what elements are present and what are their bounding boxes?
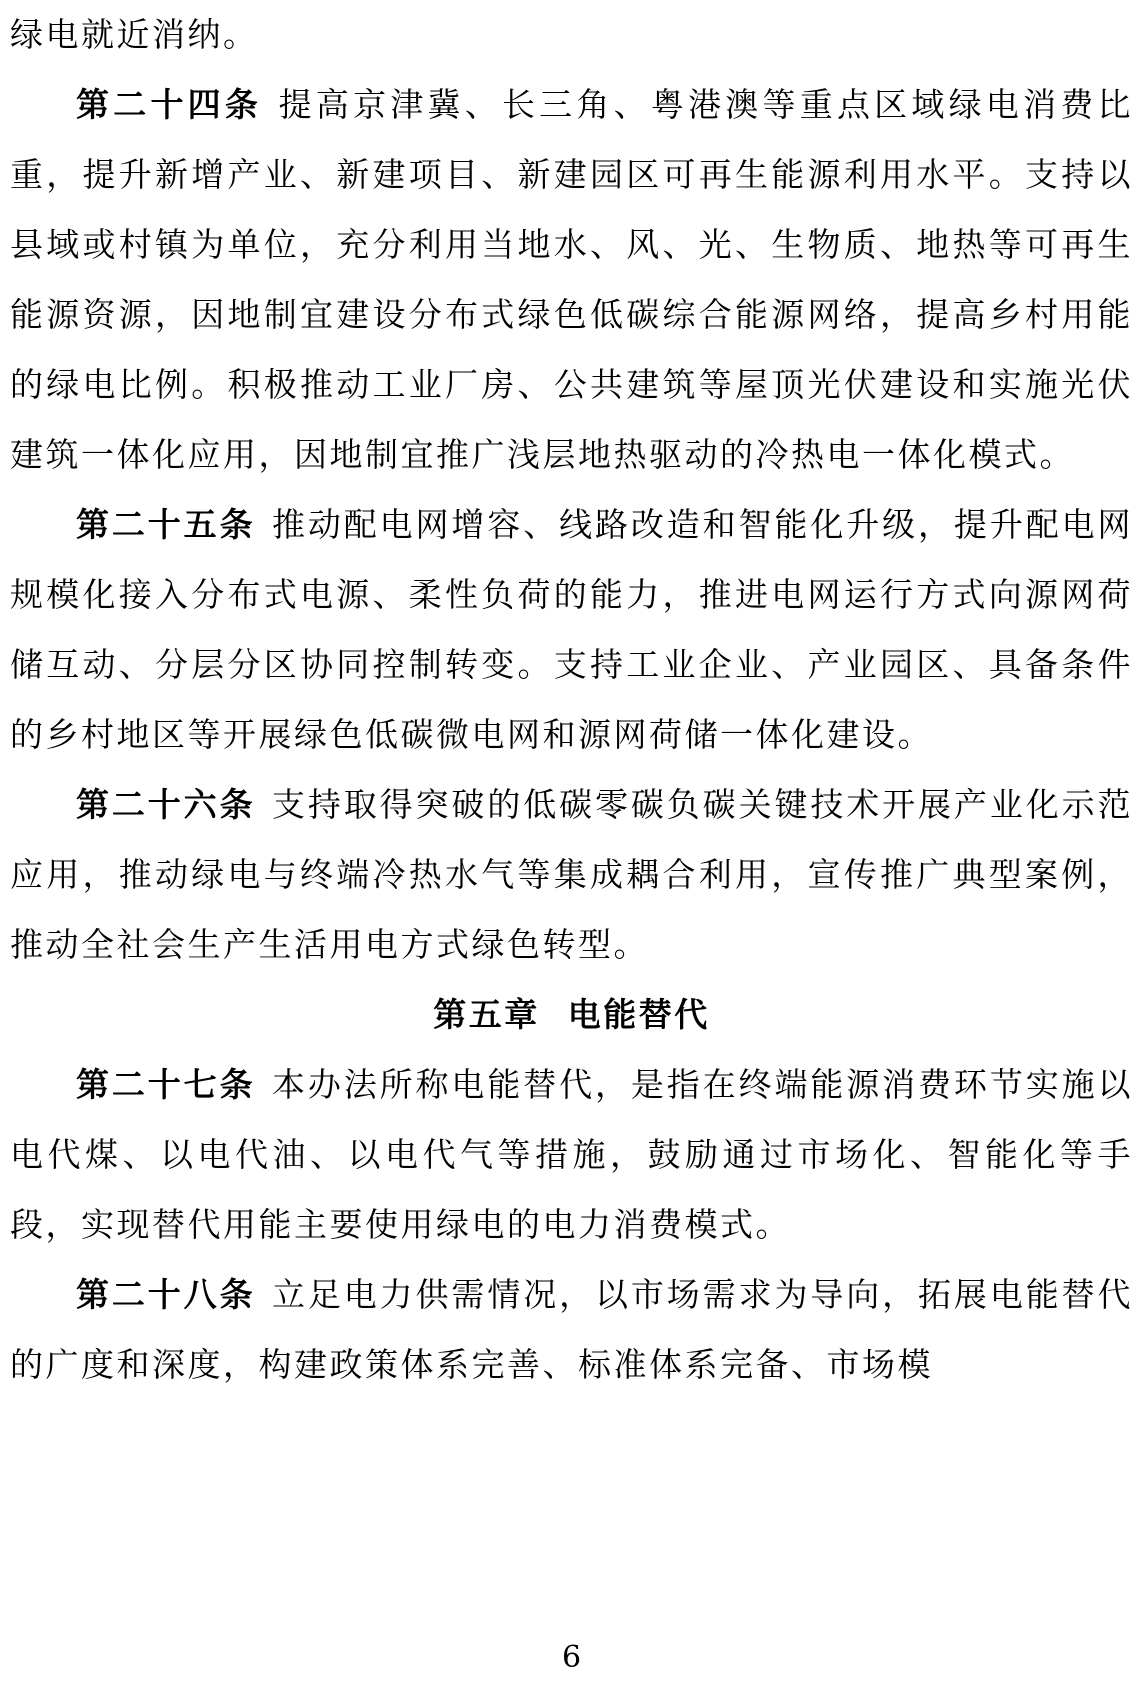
article-26 bbox=[10, 770, 1133, 980]
article-label: 第二十七条 bbox=[76, 1065, 256, 1104]
article-text: 本办法所称电能替代，是指在终端能源消费环节实施以电代煤、以电代油、以电代气等措施，鼓励通过市场化、智能化等手段，实现替代用能主要使用绿电的电力消费模式。 bbox=[10, 1065, 1134, 1244]
article-25 bbox=[10, 490, 1133, 770]
chapter-heading: 第五章 电能替代 bbox=[433, 995, 710, 1034]
article-text: 支持取得突破的低碳零碳负碳关键技术开展产业化示范应用，推动绿电与终端冷热水气等集成耦合利用，宣传推广典型案例，推动全社会生产生活用电方式绿色转型。 bbox=[10, 785, 1134, 964]
article-label: 第二十八条 bbox=[76, 1275, 256, 1314]
article-label: 第二十五条 bbox=[76, 505, 256, 544]
article-28 bbox=[10, 1260, 1133, 1400]
document-body bbox=[10, 0, 1133, 1400]
article-label: 第二十四条 bbox=[76, 85, 263, 124]
article-text: 推动配电网增容、线路改造和智能化升级，提升配电网规模化接入分布式电源、柔性负荷的能力，推进电网运行方式向源网荷储互动、分层分区协同控制转变。支持工业企业、产业园区、具备条件的乡村地区等开展绿色低碳微电网和源网荷储一体化建设。 bbox=[10, 505, 1134, 754]
article-24 bbox=[10, 70, 1133, 490]
article-27 bbox=[10, 1050, 1133, 1260]
article-text: 提高京津冀、长三角、粤港澳等重点区域绿电消费比重，提升新增产业、新建项目、新建园区可再生能源利用水平。支持以县域或村镇为单位，充分利用当地水、风、光、生物质、地热等可再生能源资源，因地制宜建设分布式绿色低碳综合能源网络，提高乡村用能的绿电比例。积极推动工业厂房、公共建筑等屋顶光伏建设和实施光伏建筑一体化应用，因地制宜推广浅层地热驱动的冷热电一体化模式。 bbox=[10, 85, 1134, 474]
paragraph-text: 绿电就近消纳。 bbox=[10, 15, 259, 54]
article-text: 立足电力供需情况，以市场需求为导向，拓展电能替代的广度和深度，构建政策体系完善、标准体系完备、市场模 bbox=[10, 1275, 1134, 1384]
page-number: 6 bbox=[561, 1640, 582, 1675]
paragraph-continuation bbox=[10, 0, 1133, 70]
article-label: 第二十六条 bbox=[76, 785, 256, 824]
